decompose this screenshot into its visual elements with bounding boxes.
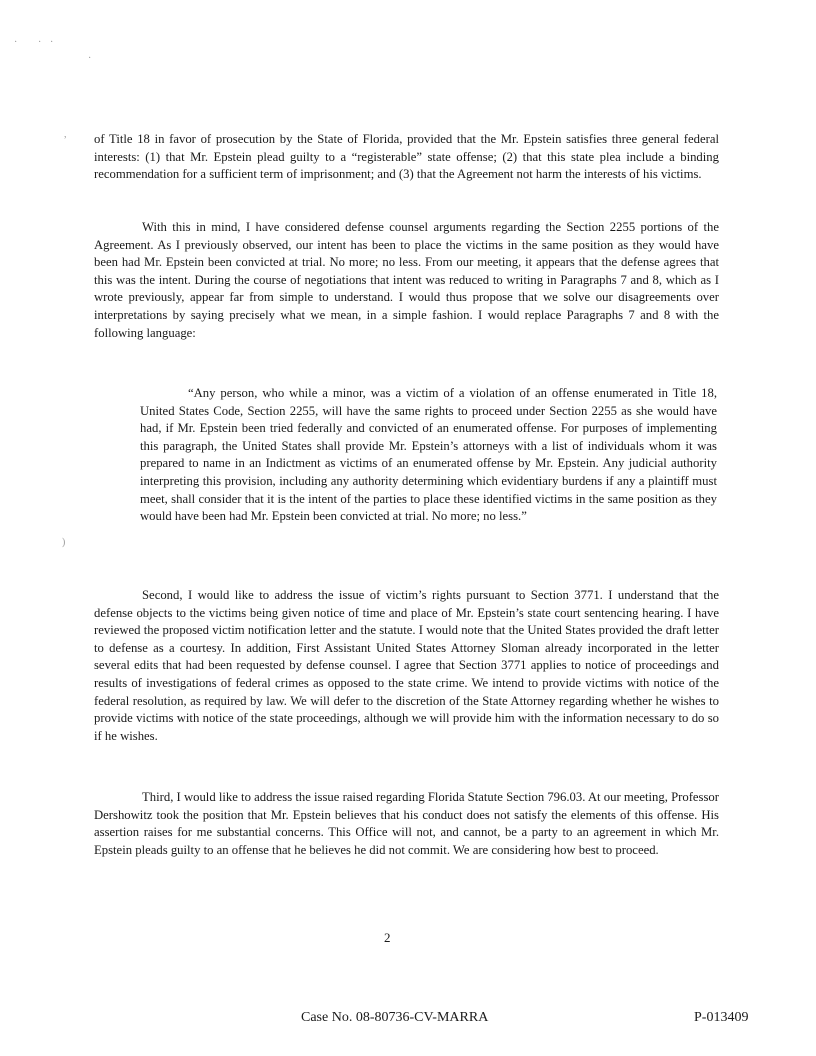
case-number: Case No. 08-80736-CV-MARRA [301,1010,489,1025]
scan-speck: · [50,37,54,48]
proposed-language-quote: “Any person, who while a minor, was a victim of a violation of an offense enumerated in Title 18, United States Code, Section 2255, will have the same rights to proceed under Section 2255 as she would have had, if Mr. Epstein been tried federally and convicted of an enumerated offense. For purposes of implementing this paragraph, the United States shall provide Mr. Epstein’s attorneys with a list of individuals whom it was prepared to name in an Indictment as victims of an enumerated offense by Mr. Epstein. Any judicial authority interpreting this provision, including any authority determining which evidentiary burdens if any a plaintiff must meet, shall consider that it is the intent of the parties to place these identified victims in the same position as they would have been had Mr. Epstein been convicted at trial. No more; no less.” [140,386,717,524]
scan-speck: , [64,129,67,140]
scan-speck: · [88,53,92,64]
paragraph-section-3771: Second, I would like to address the issue of victim’s rights pursuant to Section 3771. I understand that the defense objects to the victims being given notice of time and place of Mr. Epstein’s state court sentencing hearing. I have reviewed the proposed victim notification letter and the statute. I would note that the United States provided the draft letter to defense as a courtesy. In addition, First Assistant United States Attorney Sloman already incorporated in the letter several edits that had been requested by defense counsel. I agree that Section 3771 applies to notice of proceedings and results of investigations of federal crimes as opposed to the state crime. We intend to provide victims with notice of the federal resolution, as required by law. We will defer to the discretion of the State Attorney regarding whether he wishes to provide victims with notice of the state proceedings, although we will provide him with the information necessary to do so if he wishes. [94,588,719,743]
scan-speck: · [14,37,18,48]
paragraph-section-2255: With this in mind, I have considered defense counsel arguments regarding the Section 2255 portions of the Agreement. As I previously observed, our intent has been to place the victims in the same position as they would have been had Mr. Epstein been convicted at trial. No more; no less. From our meeting, it appears that the defense agrees that this was the intent. During the course of negotiations that intent was reduced to writing in Paragraphs 7 and 8, which as I wrote previously, appear far from simple to understand. I would thus propose that we solve our disagreements over interpretations by saying precisely what we mean, in a simple fashion. I would replace Paragraphs 7 and 8 with the following language: [94,220,719,340]
paragraph-intro-continuation: of Title 18 in favor of prosecution by the State of Florida, provided that the Mr. Epstein satisfies three general federal interests: (1) that Mr. Epstein plead guilty to a “registerable” state offense; (2) that this state plea include a binding recommendation for a sufficient term of imprisonment; and (3) that the Agreement not harm the interests of his victims. [94,132,719,182]
paragraph-statute-796: Third, I would like to address the issue raised regarding Florida Statute Section 796.03. At our meeting, Professor Dershowitz took the position that Mr. Epstein believes that his conduct does not satisfy the elements of this offense. His assertion raises for me substantial concerns. This Office will not, and cannot, be a party to an agreement in which Mr. Epstein pleads guilty to an offense that he believes he did not commit. We are considering how best to proceed. [94,790,719,857]
scan-speck: ) [62,537,66,548]
bates-number: P-013409 [694,1010,749,1025]
page-number: 2 [384,930,391,945]
scan-speck: · [38,37,42,48]
